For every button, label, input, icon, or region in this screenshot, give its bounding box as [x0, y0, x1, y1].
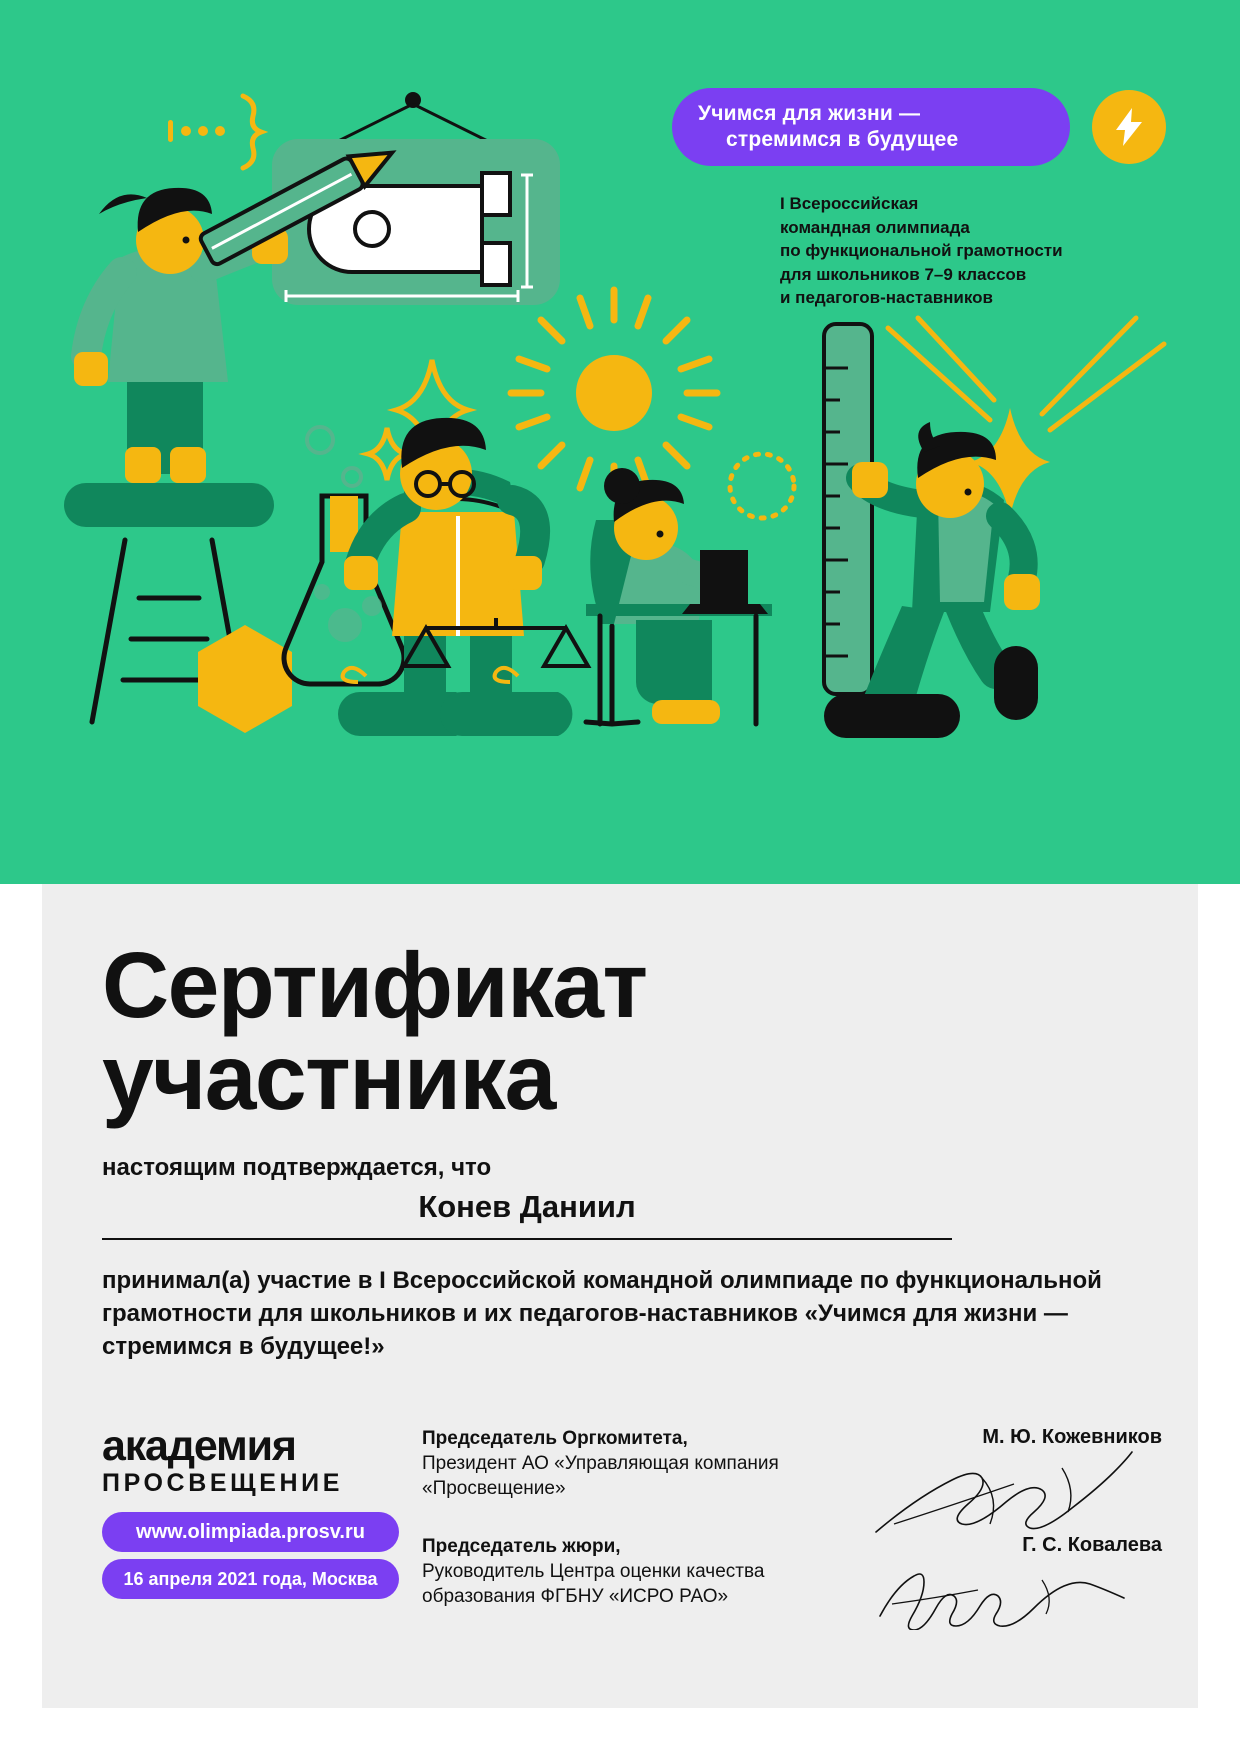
signature-desc-2-line-1: образования ФГБНУ «ИСРО РАО» — [422, 1586, 729, 1607]
decor-hexagon — [198, 625, 292, 733]
title-line-1: Сертификат — [102, 933, 647, 1037]
decor-bracket — [243, 96, 261, 168]
signature-role-1: Председатель Оргкомитета, — [422, 1428, 688, 1449]
signature-role-2: Председатель жюри, — [422, 1536, 621, 1557]
slogan-badge — [672, 88, 1070, 166]
olympiad-description — [780, 192, 1180, 310]
academy-logo-block — [102, 1424, 412, 1599]
decor-dotted-circle — [730, 454, 794, 518]
slogan-line-2: стремимся в будущее — [726, 128, 959, 151]
person-scales — [338, 418, 588, 736]
issue-date: 16 апреля 2021 года, Москва — [102, 1559, 399, 1599]
page-title — [102, 933, 1102, 1129]
certificate-body-text: принимал(а) участие в I Всероссийской командной олимпиаде по функциональной грамотности для школьников и их педагогов-наставников «Учимся для жизни — стремимся в будущее!» — [102, 1267, 1102, 1360]
sun-burst — [511, 290, 717, 496]
slogan-line-1: Учимся для жизни — — [698, 102, 921, 125]
signature-scribble-2 — [872, 1560, 1162, 1630]
decor-dots — [168, 120, 225, 142]
desc-line-3: для школьников 7–9 классов — [780, 264, 1027, 284]
desc-line-1: командная олимпиада — [780, 217, 970, 237]
desc-line-2: по функциональной грамотности — [780, 241, 1063, 260]
logo-sub-text: ПРОСВЕЩЕНИЕ — [102, 1469, 343, 1497]
signature-role-block-2 — [422, 1534, 842, 1609]
ruler — [824, 324, 872, 694]
desc-line-0: I Всероссийская — [780, 194, 919, 213]
signature-name-1: М. Ю. Кожевников — [982, 1426, 1162, 1448]
recipient-name: Конев Даниил — [102, 1189, 952, 1240]
confirm-text: настоящим подтверждается, что — [102, 1154, 492, 1181]
desc-line-4: и педагогов-наставников — [780, 288, 993, 307]
signature-scribble-1 — [862, 1450, 1162, 1540]
title-line-2: участника — [102, 1025, 555, 1129]
lightning-bolt-icon — [1092, 90, 1166, 164]
signature-desc-1-line-0: Президент АО «Управляющая компания — [422, 1453, 779, 1474]
signature-desc-2-line-0: Руководитель Центра оценки качества — [422, 1561, 765, 1582]
signature-name-2: Г. С. Ковалева — [1022, 1534, 1162, 1556]
logo-main-text: академия — [102, 1422, 296, 1470]
person-at-desk — [586, 468, 772, 724]
certificate-panel — [42, 884, 1198, 1708]
signature-role-block-1 — [422, 1426, 842, 1501]
olympiad-url[interactable]: www.olimpiada.prosv.ru — [102, 1512, 399, 1552]
decor-bubbles — [307, 427, 361, 486]
signature-desc-1-line-1: «Просвещение» — [422, 1478, 566, 1499]
